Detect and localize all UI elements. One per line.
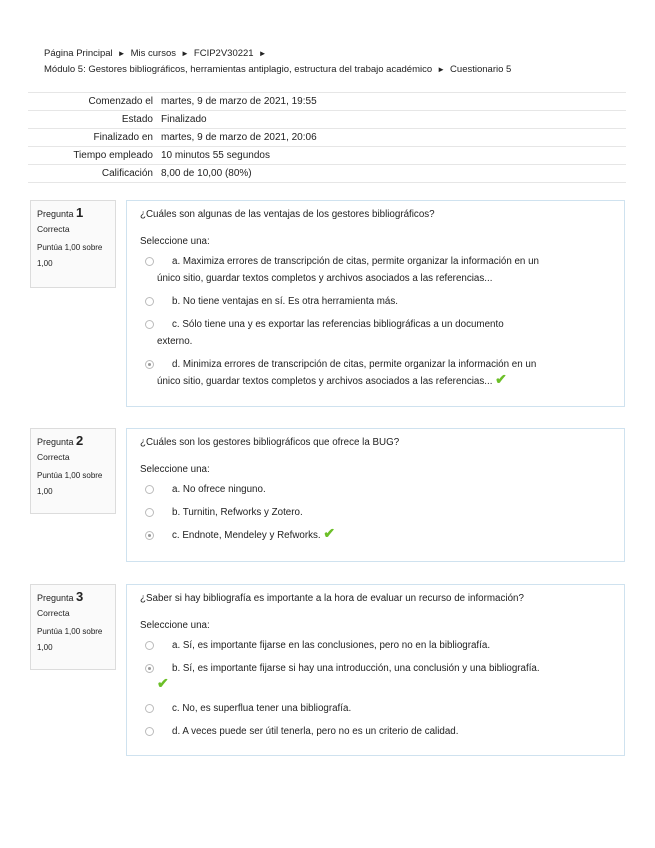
option-line: c. Sólo tiene una y es exportar las referencias bibliográficas a un documento bbox=[172, 319, 504, 330]
question-box bbox=[126, 584, 625, 756]
summary-row bbox=[28, 93, 626, 111]
check-icon: ✔ bbox=[495, 371, 507, 387]
question-state: Correcta bbox=[37, 224, 70, 234]
question-grade: Puntúa 1,00 sobre 1,00 bbox=[37, 627, 103, 652]
answer-option[interactable] bbox=[140, 253, 612, 287]
breadcrumb-separator-icon: ► bbox=[258, 49, 267, 58]
option-line: b. Turnitin, Refworks y Zotero. bbox=[172, 507, 303, 518]
radio-button[interactable] bbox=[145, 257, 154, 266]
option-text: único sitio, guardar textos completos y archivos asociados a las referencias... bbox=[157, 376, 493, 387]
question-label: Pregunta bbox=[37, 209, 74, 219]
question-grade: Puntúa 1,00 sobre 1,00 bbox=[37, 243, 103, 268]
radio-button[interactable] bbox=[145, 727, 154, 736]
question-state: Correcta bbox=[37, 452, 70, 462]
option-line: a. Maximiza errores de transcripción de citas, permite organizar la información en un bbox=[172, 256, 540, 267]
summary-value: martes, 9 de marzo de 2021, 20:06 bbox=[161, 132, 317, 143]
answer-prompt: Seleccione una: bbox=[140, 464, 210, 475]
summary-label: Estado bbox=[121, 114, 153, 125]
radio-button[interactable] bbox=[145, 297, 154, 306]
question-number bbox=[37, 589, 111, 604]
question-state: Correcta bbox=[37, 608, 70, 618]
breadcrumb-courses[interactable]: Mis cursos bbox=[130, 48, 176, 59]
option-line-continued bbox=[157, 677, 612, 694]
question-text: ¿Cuáles son algunas de las ventajas de los gestores bibliográficos? bbox=[140, 209, 435, 220]
question-number-value: 1 bbox=[76, 205, 84, 220]
question-info bbox=[30, 200, 116, 288]
breadcrumb bbox=[44, 46, 511, 78]
breadcrumb-home[interactable]: Página Principal bbox=[44, 48, 113, 59]
check-icon: ✔ bbox=[157, 675, 169, 691]
option-line-continued bbox=[157, 373, 612, 390]
breadcrumb-module[interactable]: Módulo 5: Gestores bibliográficos, herramientas antiplagio, estructura del trabajo académico bbox=[44, 64, 433, 75]
summary-label: Tiempo empleado bbox=[73, 150, 153, 161]
summary-label: Finalizado en bbox=[93, 132, 153, 143]
answer-option[interactable] bbox=[140, 481, 612, 498]
option-line: c. No, es superflua tener una bibliografía. bbox=[172, 703, 352, 714]
answer-prompt: Seleccione una: bbox=[140, 236, 210, 247]
breadcrumb-quiz[interactable]: Cuestionario 5 bbox=[450, 64, 512, 75]
summary-value: 10 minutos 55 segundos bbox=[161, 150, 270, 161]
breadcrumb-separator-icon: ► bbox=[437, 65, 446, 74]
radio-button-checked[interactable] bbox=[145, 664, 154, 673]
question-number-value: 3 bbox=[76, 589, 84, 604]
summary-row bbox=[28, 147, 626, 165]
answer-option-selected[interactable] bbox=[140, 356, 612, 390]
question-box bbox=[126, 200, 625, 407]
question-text: ¿Saber si hay bibliografía es importante a la hora de evaluar un recurso de información? bbox=[140, 593, 524, 604]
radio-button-checked[interactable] bbox=[145, 531, 154, 540]
option-line: b. Sí, es importante fijarse si hay una introducción, una conclusión y una bibliografía. bbox=[172, 663, 540, 674]
summary-label: Calificación bbox=[101, 168, 153, 179]
answer-option[interactable] bbox=[140, 504, 612, 521]
option-line: d. Minimiza errores de transcripción de citas, permite organizar la información en un bbox=[172, 359, 537, 370]
question-info bbox=[30, 428, 116, 514]
answer-prompt: Seleccione una: bbox=[140, 620, 210, 631]
question-number bbox=[37, 433, 111, 448]
option-line-continued: único sitio, guardar textos completos y archivos asociados a las referencias... bbox=[157, 273, 493, 284]
summary-row bbox=[28, 111, 626, 129]
breadcrumb-separator-icon: ► bbox=[117, 49, 126, 58]
radio-button[interactable] bbox=[145, 641, 154, 650]
question-grade: Puntúa 1,00 sobre 1,00 bbox=[37, 471, 103, 496]
summary-label: Comenzado el bbox=[88, 96, 153, 107]
summary-row bbox=[28, 165, 626, 183]
question-number-value: 2 bbox=[76, 433, 84, 448]
option-line-continued: externo. bbox=[157, 336, 193, 347]
question-info bbox=[30, 584, 116, 670]
radio-button-checked[interactable] bbox=[145, 360, 154, 369]
radio-button[interactable] bbox=[145, 320, 154, 329]
option-line: a. No ofrece ninguno. bbox=[172, 484, 266, 495]
answer-option[interactable] bbox=[140, 293, 612, 310]
answer-option[interactable] bbox=[140, 637, 612, 654]
option-line bbox=[172, 527, 612, 544]
option-line: a. Sí, es importante fijarse en las conclusiones, pero no en la bibliografía. bbox=[172, 640, 491, 651]
question-label: Pregunta bbox=[37, 593, 74, 603]
check-icon: ✔ bbox=[323, 525, 336, 541]
answer-option-selected[interactable] bbox=[140, 660, 612, 694]
radio-button[interactable] bbox=[145, 704, 154, 713]
question-number bbox=[37, 205, 111, 220]
answer-option[interactable] bbox=[140, 700, 612, 717]
breadcrumb-course[interactable]: FCIP2V30221 bbox=[193, 48, 254, 59]
attempt-summary bbox=[28, 92, 626, 183]
summary-value: martes, 9 de marzo de 2021, 19:55 bbox=[161, 96, 317, 107]
answer-option[interactable] bbox=[140, 723, 612, 740]
option-text: c. Endnote, Mendeley y Refworks. bbox=[172, 530, 321, 541]
radio-button[interactable] bbox=[145, 508, 154, 517]
option-line: b. No tiene ventajas en sí. Es otra herramienta más. bbox=[172, 296, 398, 307]
answer-option-selected[interactable] bbox=[140, 527, 612, 544]
breadcrumb-separator-icon: ► bbox=[180, 49, 189, 58]
radio-button[interactable] bbox=[145, 485, 154, 494]
option-line: d. A veces puede ser útil tenerla, pero no es un criterio de calidad. bbox=[172, 726, 459, 737]
question-box bbox=[126, 428, 625, 562]
question-text: ¿Cuáles son los gestores bibliográficos que ofrece la BUG? bbox=[140, 437, 400, 448]
question-label: Pregunta bbox=[37, 437, 74, 447]
summary-value: Finalizado bbox=[161, 114, 207, 125]
summary-row bbox=[28, 129, 626, 147]
answer-option[interactable] bbox=[140, 316, 612, 350]
summary-value: 8,00 de 10,00 (80%) bbox=[161, 168, 252, 179]
